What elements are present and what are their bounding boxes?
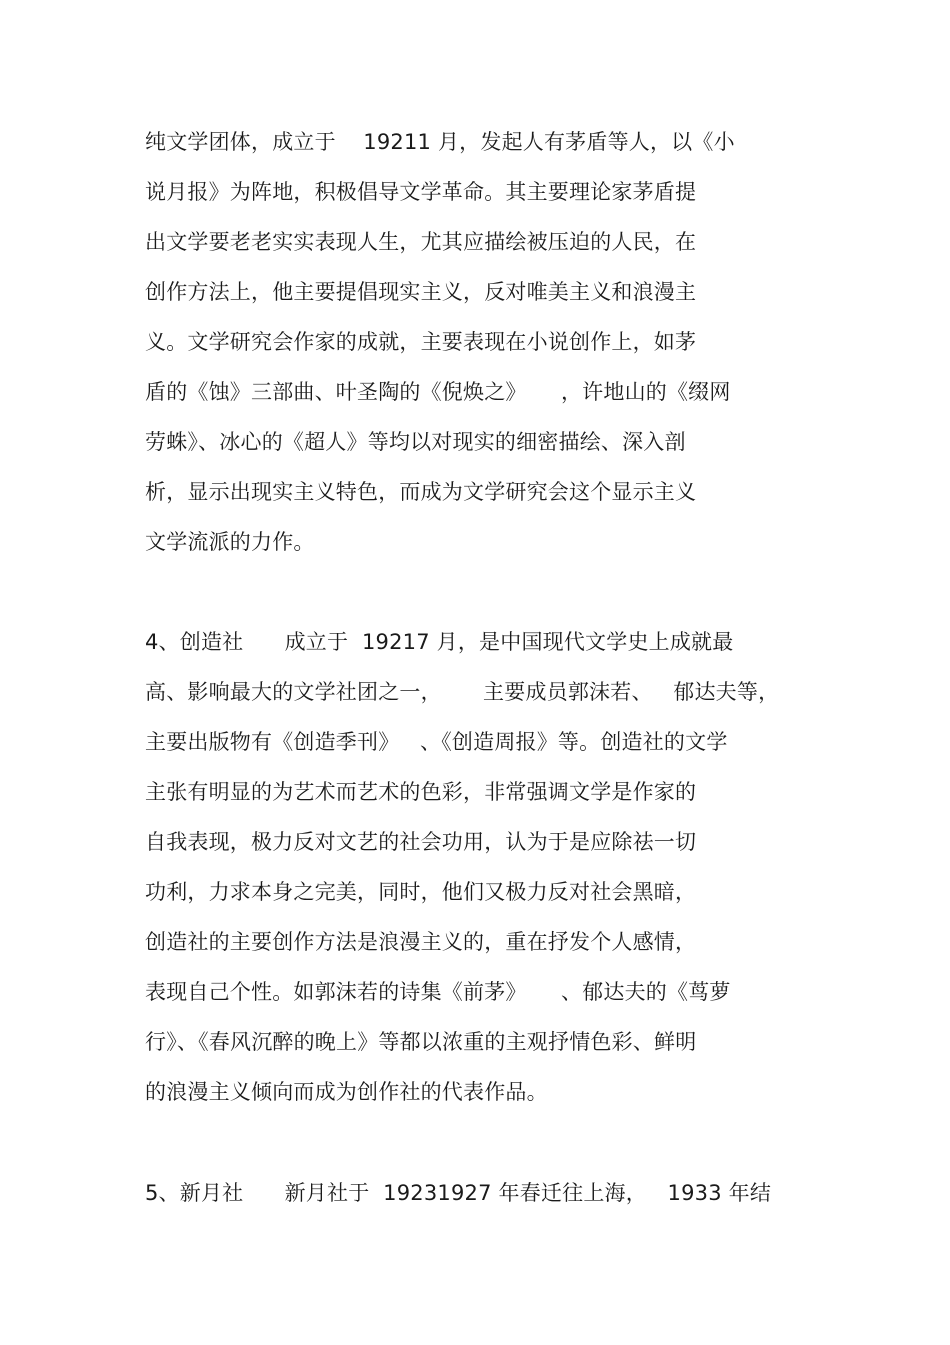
text-line: 创作方法上，他主要提倡现实主义，反对唯美主义和浪漫主 (145, 280, 697, 304)
text-line: 主要出版物有《创造季刊》 、《创造周报》等。创造社的文学 (145, 730, 728, 754)
section-heading-line: 4、创造社 成立于 19217 月，是中国现代文学史上成就最 (145, 630, 734, 654)
text-line: 析，显示出现实主义特色，而成为文学研究会这个显示主义 (145, 480, 697, 504)
text-line: 出文学要老老实实表现人生，尤其应描绘被压迫的人民，在 (145, 230, 697, 254)
text-line: 表现自己个性。如郭沫若的诗集《前茅》 、郁达夫的《茑萝 (145, 980, 731, 1004)
text-line: 自我表现，极力反对文艺的社会功用，认为于是应除祛一切 (145, 830, 697, 854)
text-line: 说月报》为阵地，积极倡导文学革命。其主要理论家茅盾提 (145, 180, 697, 204)
text-line: 盾的《蚀》三部曲、叶圣陶的《倪焕之》 ，许地山的《缀网 (145, 380, 731, 404)
text-line: 高、影响最大的文学社团之一， 主要成员郭沫若、 郁达夫等， (145, 680, 780, 704)
text-line: 主张有明显的为艺术而艺术的色彩，非常强调文学是作家的 (145, 780, 697, 804)
text-line: 行》、《春风沉醉的晚上》等都以浓重的主观抒情色彩、鲜明 (145, 1030, 697, 1054)
text-line: 创造社的主要创作方法是浪漫主义的，重在抒发个人感情， (145, 930, 697, 954)
text-line: 的浪漫主义倾向而成为创作社的代表作品。 (145, 1080, 548, 1104)
text-line: 文学流派的力作。 (145, 530, 315, 554)
text-line: 义。文学研究会作家的成就，主要表现在小说创作上，如茅 (145, 330, 697, 354)
section-heading-line: 5、新月社 新月社于 19231927 年春迁往上海， 1933 年结 (145, 1181, 772, 1205)
text-line: 功利，力求本身之完美，同时，他们又极力反对社会黑暗， (145, 880, 697, 904)
text-line: 劳蛛》、冰心的《超人》等均以对现实的细密描绘、深入剖 (145, 430, 686, 454)
text-line: 纯文学团体，成立于 19211 月，发起人有茅盾等人，以《小 (145, 130, 735, 154)
